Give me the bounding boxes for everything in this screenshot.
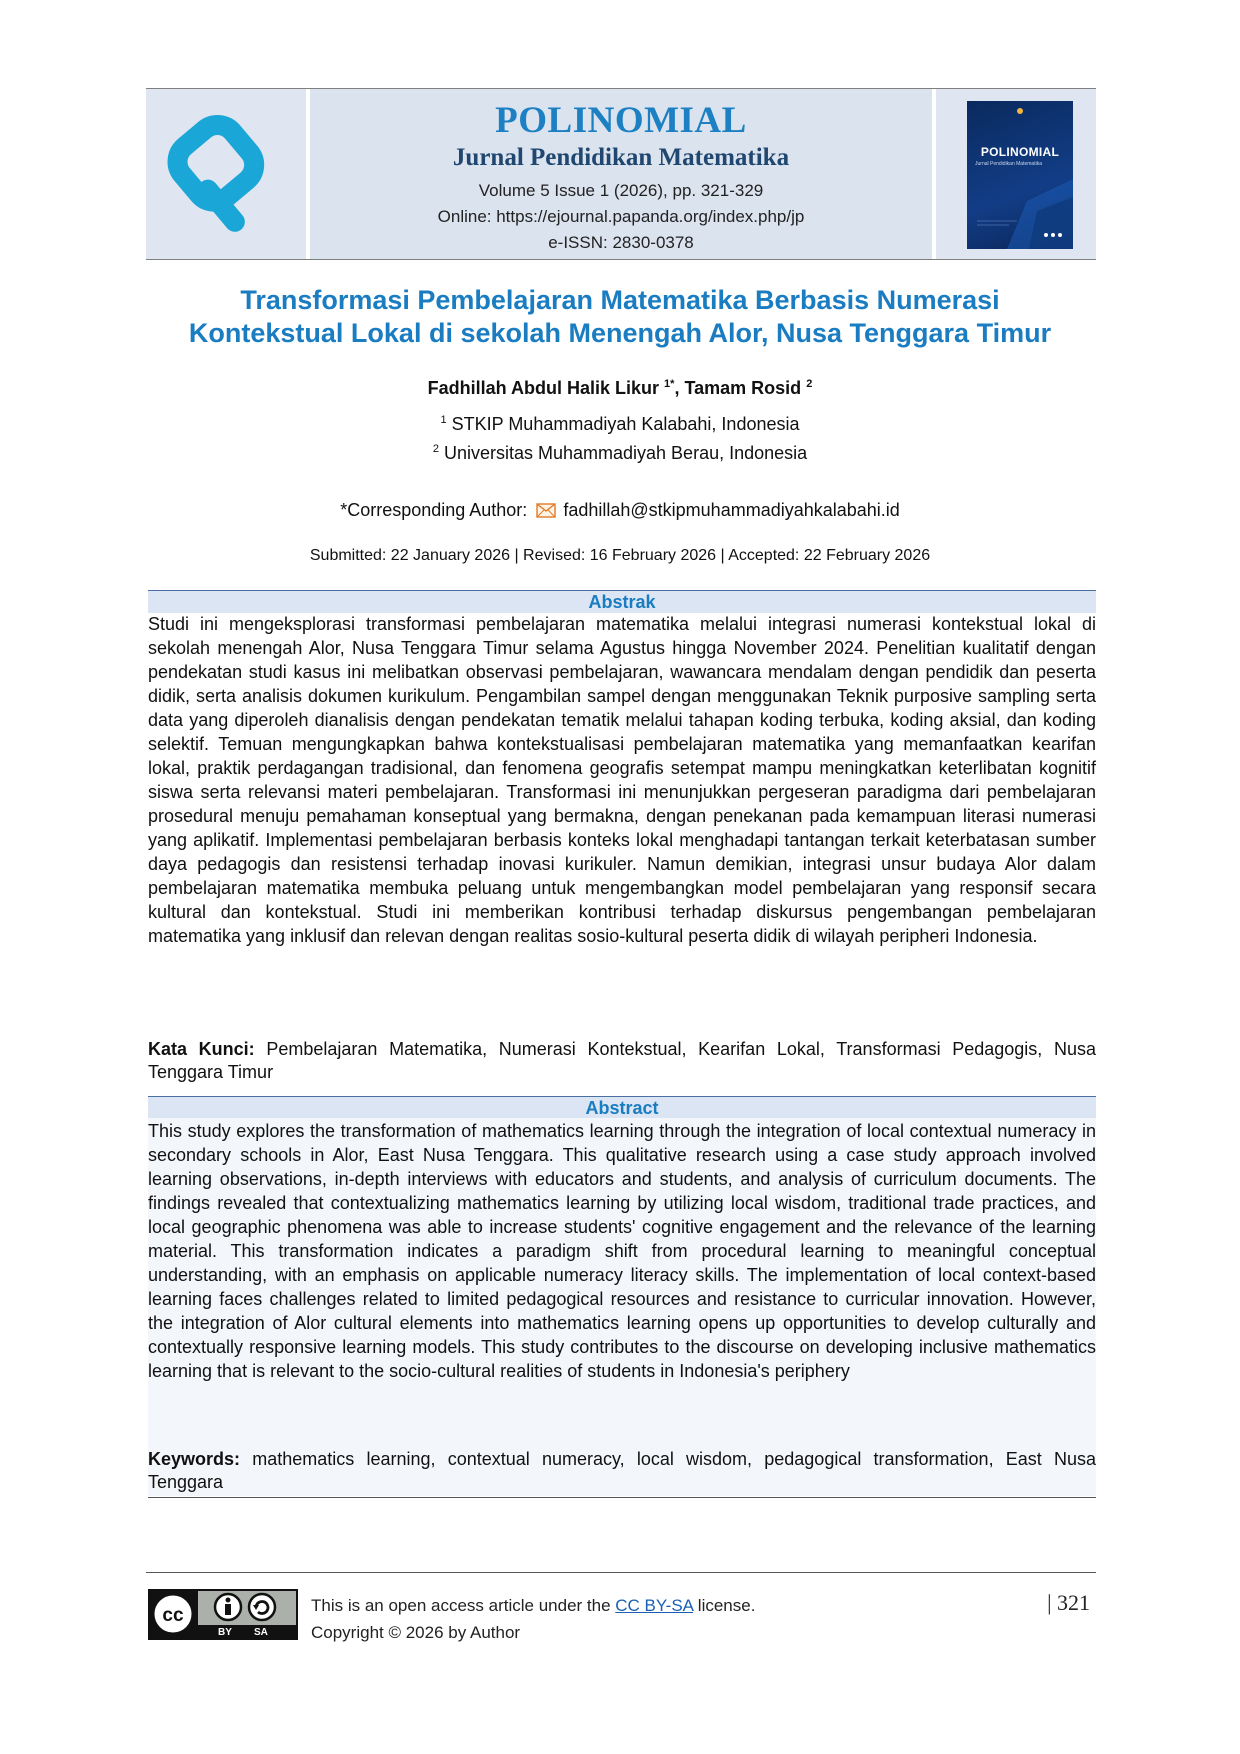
- email-icon: [536, 503, 556, 518]
- corresponding-author: [100, 500, 1140, 521]
- author-2: Tamam Rosid: [684, 378, 802, 398]
- footer-license: [311, 1592, 755, 1646]
- svg-text:cc: cc: [162, 1605, 184, 1626]
- journal-subtitle: Jurnal Pendidikan Matematika: [452, 144, 790, 171]
- abstract-bottom-rule: [148, 1497, 1096, 1498]
- license-line: [311, 1592, 755, 1619]
- journal-logo-panel: [146, 89, 306, 259]
- abstract-heading: Abstract: [148, 1096, 1096, 1119]
- journal-title-panel: [310, 89, 932, 259]
- journal-cover-panel: [936, 89, 1096, 259]
- corresponding-label: *Corresponding Author:: [340, 500, 528, 520]
- cover-subtitle: Jurnal Pendidikan Matematika: [975, 161, 1042, 167]
- journal-cover-image: [967, 101, 1073, 249]
- corresponding-email[interactable]: fadhillah@stkipmuhammadiyahkalabahi.id: [563, 500, 900, 520]
- volume-line: Volume 5 Issue 1 (2026), pp. 321-329: [478, 181, 764, 200]
- license-prefix: This is an open access article under the: [311, 1596, 616, 1615]
- cover-title: POLINOMIAL: [980, 145, 1060, 159]
- cc-by-sa-badge[interactable]: [148, 1589, 298, 1640]
- kata-kunci-label: Kata Kunci:: [148, 1039, 255, 1059]
- affiliation-2-text: Universitas Muhammadiyah Berau, Indonesia: [443, 443, 808, 463]
- issn-line: e-ISSN: 2830-0378: [548, 233, 694, 252]
- author-separator: ,: [674, 378, 685, 398]
- kata-kunci: [148, 1038, 1096, 1084]
- author-1-marker: 1*: [664, 378, 675, 390]
- abstrak-heading: Abstrak: [148, 590, 1096, 613]
- author-1: Fadhillah Abdul Halik Likur: [427, 378, 660, 398]
- submission-dates: Submitted: 22 January 2026 | Revised: 16 February 2026 | Accepted: 22 February 2026: [309, 547, 931, 564]
- abstrak-text: Studi ini mengeksplorasi transformasi pembelajaran matematika melalui integrasi numerasi kontekstual lokal di sekolah menengah Alor, Nusa Tenggara Timur selama Agustus hingga November 2024. Penelitian kualitatif dengan pendekatan studi kasus ini melibatkan observasi pembelajaran, wawancara mendalam dengan pendidik dan peserta didik, serta analisis dokumen kurikulum. Pengambilan sampel dengan menggunakan Teknik purposive sampling serta data yang diperoleh dianalisis dengan pendekatan tematik melalui tahapan koding terbuka, koding aksial, dan koding selektif. Temuan mengungkapkan bahwa kontekstualisasi pembelajaran matematika yang memanfaatkan kearifan lokal, praktik perdagangan tradisional, dan fenomena geografis setempat mampu meningkatkan keterlibatan kognitif siswa serta relevansi materi pembelajaran. Transformasi ini menunjukkan pergeseran paradigma dari pembelajaran prosedural menuju pemahaman konseptual yang bermakna, dengan penekanan pada kemampuan literasi numerasi yang aplikatif. Implementasi pembelajaran berbasis konteks lokal menghadapi tantangan terkait keterbatasan sumber daya pedagogis dan resistensi terhadap inovasi kurikuler. Namun demikian, integrasi unsur budaya Alor dalam pembelajaran matematika membuka peluang untuk mengembangkan model pembelajaran yang responsif secara kultural dan kontekstual. Studi ini memberikan kontribusi terhadap diskursus pengembangan pembelajaran matematika yang inklusif dan relevan dengan realitas sosio-kultural peserta didik di wilayah peripheri Indonesia.: [148, 614, 1096, 946]
- online-line: Online: https://ejournal.papanda.org/index.php/jp: [437, 207, 805, 226]
- journal-name: POLINOMIAL: [495, 100, 747, 141]
- kata-kunci-text: Pembelajaran Matematika, Numerasi Kontekstual, Kearifan Lokal, Transformasi Pedagogis, Nusa Tenggara Timur: [148, 1039, 1096, 1082]
- journal-meta: [310, 178, 932, 256]
- keywords-label: Keywords:: [148, 1449, 241, 1469]
- cc-sa-label: SA: [254, 1627, 268, 1638]
- author-list: [100, 378, 1140, 399]
- journal-logo-icon: [166, 107, 286, 247]
- author-2-marker: 2: [806, 378, 813, 390]
- affiliation-1: [100, 414, 1140, 435]
- keywords: [148, 1448, 1096, 1494]
- affiliation-1-text: STKIP Muhammadiyah Kalabahi, Indonesia: [451, 414, 800, 434]
- license-suffix: license.: [693, 1596, 756, 1615]
- journal-header: [146, 88, 1096, 260]
- paper-title-line1: Transformasi Pembelajaran Matematika Berbasis Numerasi: [240, 285, 1000, 315]
- paper-title-line2: Kontekstual Lokal di sekolah Menengah Alor, Nusa Tenggara Timur: [188, 318, 1052, 348]
- affiliation-2-marker: 2: [432, 443, 439, 455]
- affiliation-2: [100, 443, 1140, 464]
- page-number: | 321: [1047, 1590, 1090, 1615]
- footer-rule: [146, 1572, 1096, 1573]
- license-link[interactable]: CC BY-SA: [615, 1596, 694, 1615]
- keywords-text: mathematics learning, contextual numeracy, local wisdom, pedagogical transformation, East Nusa Tenggara: [148, 1449, 1096, 1492]
- abstract-text: This study explores the transformation of mathematics learning through the integration of local contextual numeracy in secondary schools in Alor, East Nusa Tenggara. This qualitative research using a case study approach involved learning observations, in-depth interviews with educators and students, and analysis of curriculum documents. The findings revealed that contextualizing mathematics learning by utilizing local wisdom, traditional trade practices, and local geographic phenomena was able to increase students' cognitive engagement and the relevance of the learning material. This transformation indicates a paradigm shift from procedural learning to meaningful conceptual understanding, with an emphasis on applicable numeracy literacy skills. The implementation of local context-based learning faces challenges related to limited pedagogical resources and resistance to curricular innovation. However, the integration of Alor cultural elements into mathematics learning opens up opportunities to develop culturally and contextually responsive learning models. This study contributes to the discourse on developing inclusive mathematics learning that is relevant to the socio-cultural realities of students in Indonesia's periphery: [148, 1121, 1096, 1381]
- affiliation-1-marker: 1: [440, 414, 447, 426]
- paper-title: [100, 284, 1140, 350]
- cover-decoration-icon: [967, 101, 1073, 249]
- copyright-line: Copyright © 2026 by Author: [311, 1623, 521, 1642]
- cc-by-label: BY: [218, 1627, 232, 1638]
